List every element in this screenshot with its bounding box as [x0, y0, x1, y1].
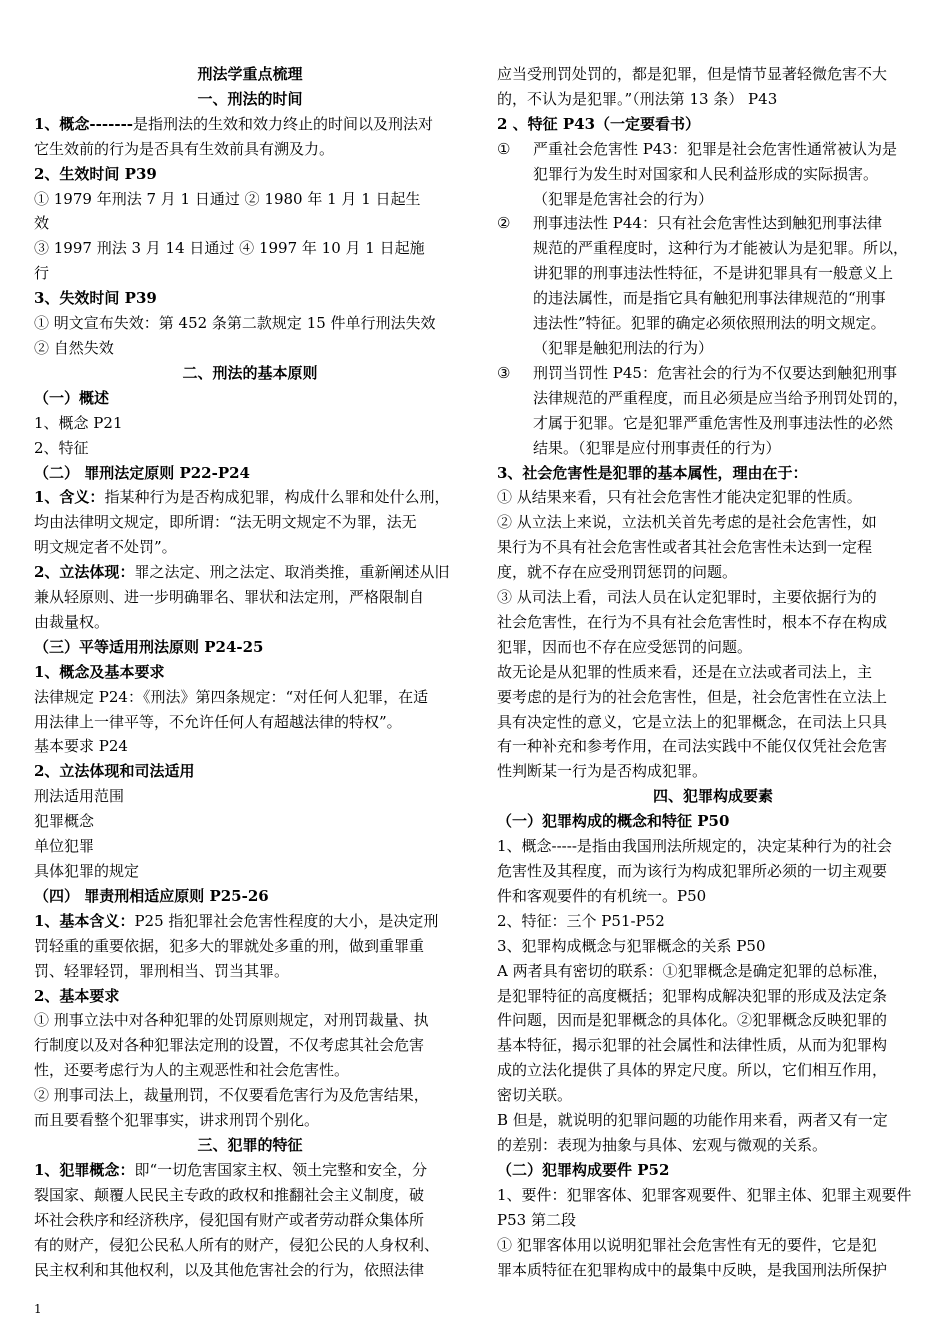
line-text: 成的立法化提供了具体的界定尺度。所以，它们相互作用，	[497, 1061, 888, 1080]
line-text: 坏社会秩序和经济秩序，侵犯国有财产或者劳动群众集体所	[34, 1210, 425, 1229]
text-line	[34, 485, 466, 510]
line-text: 刑事违法性 P44：只有社会危害性达到触犯刑事法律	[533, 214, 882, 233]
line-text: 果行为不具有社会危害性或者其社会危害性未达到一定程	[497, 538, 873, 557]
lead-term: 1、基本含义：	[34, 911, 135, 930]
line-text: 3、犯罪构成概念与犯罪概念的关系 P50	[497, 936, 766, 955]
text-line	[497, 710, 929, 735]
line-text: 而且要看整个犯罪事实，讲求刑罚个别化。	[34, 1111, 320, 1130]
line-text: 罪本质特征在犯罪构成中的最集中反映，是我国刑法所保护	[497, 1260, 888, 1279]
line-text: 刑罚当罚性 P45：危害社会的行为不仅要达到触犯刑事	[533, 363, 897, 382]
line-text: 违法性”特征。犯罪的确定必须依照刑法的明文规定。	[533, 314, 886, 333]
text-line	[34, 137, 466, 162]
text-line	[497, 236, 929, 261]
line-text: 件问题，因而是犯罪概念的具体化。②犯罪概念反映犯罪的	[497, 1011, 888, 1030]
subheading	[34, 286, 466, 311]
subheading	[34, 660, 466, 685]
line-text: （三）平等适用刑法原则 P24-25	[34, 637, 264, 656]
line-text: P25 指犯罪社会危害性程度的大小，是决定刑	[134, 911, 439, 930]
subheading	[34, 461, 466, 486]
line-text: ① 刑事立法中对各种犯罪的处罚原则规定，对刑罚裁量、执	[34, 1011, 429, 1030]
section-heading	[34, 62, 466, 87]
line-text: 一、刑法的时间	[197, 89, 303, 108]
line-text: 兼从轻原则、进一步明确罪名、罪状和法定刑，严格限制自	[34, 588, 425, 607]
text-line	[497, 87, 929, 112]
subheading	[497, 1158, 929, 1183]
right-column	[497, 62, 929, 1282]
subheading	[34, 162, 466, 187]
text-line	[34, 1008, 466, 1033]
text-line	[497, 311, 929, 336]
line-text: 应当受刑罚处罚的，都是犯罪，但是情节显著轻微危害不大	[497, 65, 888, 83]
text-line	[34, 1233, 466, 1258]
subheading	[497, 112, 929, 137]
text-line	[34, 311, 466, 336]
text-line	[34, 436, 466, 461]
line-text: 2 、特征 P43（一定要看书）	[497, 114, 701, 133]
text-line	[497, 62, 929, 87]
text-line	[497, 1108, 929, 1133]
text-line	[497, 909, 929, 934]
text-line	[497, 984, 929, 1009]
line-text: 讲犯罪的刑事违法性特征，不是讲犯罪具有一般意义上	[533, 264, 894, 283]
text-line	[497, 959, 929, 984]
text-line	[34, 211, 466, 236]
line-text: ③ 1997 刑法 3 月 14 日通过 ④ 1997 年 10 月 1 日起施	[34, 239, 425, 258]
text-line	[34, 1033, 466, 1058]
line-text: ② 自然失效	[34, 338, 114, 357]
left-column	[34, 62, 466, 1282]
text-line	[497, 187, 929, 212]
text-line	[497, 834, 929, 859]
text-line	[497, 859, 929, 884]
subheading	[497, 809, 929, 834]
subheading	[34, 386, 466, 411]
text-line	[34, 959, 466, 984]
line-text: 裂国家、颠覆人民民主专政的政权和推翻社会主义制度，破	[34, 1185, 425, 1204]
text-line	[497, 1083, 929, 1108]
text-line	[34, 1058, 466, 1083]
line-text: 单位犯罪	[34, 837, 95, 856]
line-text: 是犯罪特征的高度概括；犯罪构成解决犯罪的形成及法定条	[497, 986, 888, 1005]
text-line	[497, 1058, 929, 1083]
text-line	[497, 386, 929, 411]
line-text: 行制度以及对各种犯罪法定刑的设置，不仅考虑其社会危害	[34, 1036, 425, 1055]
text-line	[497, 1133, 929, 1158]
line-text: 是指刑法的生效和效力终止的时间以及刑法对	[133, 114, 434, 133]
line-text: 刑法学重点梳理	[197, 65, 303, 83]
line-text: ① 从结果来看，只有社会危害性才能决定犯罪的性质。	[497, 488, 862, 507]
line-text: 四、犯罪构成要素	[652, 787, 773, 806]
text-line	[497, 286, 929, 311]
line-text: （四） 罪责刑相适应原则 P25-26	[34, 886, 269, 905]
lead-term: 1、含义：	[34, 488, 105, 507]
text-line	[34, 585, 466, 610]
text-line	[34, 784, 466, 809]
line-text: 具体犯罪的规定	[34, 862, 140, 880]
line-text: 均由法律明文规定，即所谓：“法无明文规定不为罪，法无	[34, 513, 417, 532]
line-text: 故无论是从犯罪的性质来看，还是在立法或者司法上，主	[497, 662, 873, 681]
text-line	[497, 1258, 929, 1283]
line-text: 的违法属性，而是指它具有触犯刑事法律规范的“刑事	[533, 289, 886, 308]
line-text: 指某种行为是否构成犯罪，构成什么罪和处什么刑，	[104, 488, 450, 507]
text-line	[497, 436, 929, 461]
line-text: 3、社会危害性是犯罪的基本属性，理由在于：	[497, 463, 808, 482]
subheading	[34, 759, 466, 784]
line-text: ① 1979 年刑法 7 月 1 日通过 ② 1980 年 1 月 1 日起生	[34, 189, 421, 208]
text-line	[497, 610, 929, 635]
text-line	[34, 1158, 466, 1183]
line-text: （二） 罪刑法定原则 P22-P24	[34, 463, 250, 482]
section-heading	[497, 784, 929, 809]
text-line	[497, 585, 929, 610]
line-text: 才属于犯罪。它是犯罪严重危害性及刑事违法性的必然	[533, 413, 894, 432]
section-heading	[34, 1133, 466, 1158]
line-text: 结果。（犯罪是应付刑事责任的行为）	[533, 438, 781, 457]
text-line	[34, 809, 466, 834]
line-text: 2、生效时间 P39	[34, 164, 157, 183]
line-text: 二、刑法的基本原则	[182, 363, 318, 382]
line-text: 1、概念及基本要求	[34, 662, 165, 681]
text-line	[497, 560, 929, 585]
line-text: 1、概念-----是指由我国刑法所规定的，决定某种行为的社会	[497, 837, 892, 856]
text-line	[497, 884, 929, 909]
text-line	[497, 485, 929, 510]
line-text: 犯罪概念	[34, 812, 95, 831]
line-text: 度，就不存在应受刑罚惩罚的问题。	[497, 563, 738, 582]
text-line	[34, 909, 466, 934]
text-line	[497, 934, 929, 959]
section-heading	[34, 361, 466, 386]
list-marker: ①	[497, 139, 511, 158]
text-line	[497, 1233, 929, 1258]
line-text: 1、要件：犯罪客体、犯罪客观要件、犯罪主体、犯罪主观要件	[497, 1185, 912, 1204]
text-line	[34, 859, 466, 884]
line-text: 性判断某一行为是否构成犯罪。	[497, 762, 708, 781]
text-line	[34, 610, 466, 635]
line-text: 2、特征：三个 P51-P52	[497, 911, 665, 930]
line-text: 罚轻重的重要依据，犯多大的罪就处多重的刑，做到重罪重	[34, 936, 425, 955]
line-text: 危害性及其程度，而为该行为构成犯罪所必须的一切主观要	[497, 862, 888, 880]
line-text: 基本要求 P24	[34, 737, 128, 756]
line-text: ② 从立法上来说，立法机关首先考虑的是社会危害性，如	[497, 513, 877, 532]
line-text: ① 犯罪客体用以说明犯罪社会危害性有无的要件，它是犯	[497, 1235, 877, 1254]
line-text: 密切关联。	[497, 1086, 573, 1105]
line-text: 刑法适用范围	[34, 787, 125, 806]
text-line	[34, 1258, 466, 1283]
line-text: （犯罪是触犯刑法的行为）	[533, 338, 714, 357]
line-text: ③ 从司法上看，司法人员在认定犯罪时，主要依据行为的	[497, 588, 877, 607]
lead-term: 1、犯罪概念：	[34, 1160, 135, 1179]
text-line	[497, 1008, 929, 1033]
text-line	[34, 510, 466, 535]
line-text: （一）概述	[34, 388, 110, 407]
line-text: B 但是，就说明的犯罪问题的功能作用来看，两者又有一定	[497, 1111, 888, 1130]
text-line	[497, 660, 929, 685]
line-text: ② 刑事司法上，裁量刑罚，不仅要看危害行为及危害结果，	[34, 1086, 429, 1105]
line-text: 社会危害性，在行为不具有社会危害性时，根本不存在构成	[497, 612, 888, 631]
line-text: 明文规定者不处罚”。	[34, 538, 177, 557]
line-text: 法律规范的严重程度，而且必须是应当给予刑罚处罚的，	[533, 388, 909, 407]
text-line	[497, 137, 929, 162]
list-marker: ③	[497, 363, 511, 382]
text-line	[34, 236, 466, 261]
text-line	[497, 1208, 929, 1233]
line-text: 基本特征，揭示犯罪的社会属性和法律性质，从而为犯罪构	[497, 1036, 888, 1055]
line-text: 罪之法定、刑之法定、取消类推，重新阐述从旧	[134, 563, 450, 582]
text-line	[497, 734, 929, 759]
lead-term: 2、立法体现：	[34, 563, 135, 582]
line-text: 严重社会危害性 P43：犯罪是社会危害性通常被认为是	[533, 139, 897, 158]
line-text: 1、概念 P21	[34, 413, 123, 432]
subheading	[34, 635, 466, 660]
line-text: 罚、轻罪轻罚，罪刑相当、罚当其罪。	[34, 961, 290, 980]
line-text: 3、失效时间 P39	[34, 289, 157, 308]
line-text: 用法律上一律平等，不允许任何人有超越法律的特权”。	[34, 712, 402, 731]
line-text: 民主权利和其他权利，以及其他危害社会的行为，依照法律	[34, 1260, 425, 1279]
text-line	[34, 1208, 466, 1233]
line-text: 的差别：表现为抽象与具体、宏观与微观的关系。	[497, 1135, 828, 1154]
line-text: （犯罪是危害社会的行为）	[533, 189, 714, 208]
line-text: 的，不认为是犯罪。”（刑法第 13 条） P43	[497, 89, 778, 108]
line-text: 有的财产，侵犯公民私人所有的财产，侵犯公民的人身权利、	[34, 1235, 440, 1254]
line-text: 2、基本要求	[34, 986, 120, 1005]
line-text: 即“一切危害国家主权、领土完整和安全，分	[134, 1160, 428, 1179]
text-line	[497, 1183, 929, 1208]
line-text: 法律规定 P24：《刑法》第四条规定：“对任何人犯罪，在适	[34, 687, 429, 706]
text-line	[34, 685, 466, 710]
text-line	[34, 187, 466, 212]
line-text: 有一种补充和参考作用，在司法实践中不能仅仅凭社会危害	[497, 737, 888, 756]
line-text: 2、特征	[34, 438, 89, 457]
line-text: 具有决定性的意义，它是立法上的犯罪概念，在司法上只具	[497, 712, 888, 731]
text-line	[34, 1083, 466, 1108]
text-line	[497, 635, 929, 660]
text-line	[497, 361, 929, 386]
line-text: 2、立法体现和司法适用	[34, 762, 195, 781]
line-text: 件和客观要件的有机统一。P50	[497, 886, 707, 905]
text-line	[497, 211, 929, 236]
line-text: 要考虑的是行为的社会危害性，但是，社会危害性在立法上	[497, 687, 888, 706]
line-text: 性，还要考虑行为人的主观恶性和社会危害性。	[34, 1061, 350, 1080]
subheading	[497, 461, 929, 486]
text-line	[497, 685, 929, 710]
line-text: 犯罪行为发生时对国家和人民利益形成的实际损害。	[533, 164, 879, 183]
text-line	[34, 710, 466, 735]
text-line	[497, 411, 929, 436]
text-line	[497, 336, 929, 361]
text-line	[34, 560, 466, 585]
line-text: （二）犯罪构成要件 P52	[497, 1160, 670, 1179]
line-text: 三、犯罪的特征	[197, 1135, 303, 1154]
section-heading	[34, 87, 466, 112]
list-marker: ②	[497, 214, 511, 233]
text-line	[34, 535, 466, 560]
subheading	[34, 884, 466, 909]
text-line	[497, 759, 929, 784]
line-text: P53 第二段	[497, 1210, 576, 1229]
text-line	[34, 112, 466, 137]
text-line	[497, 162, 929, 187]
line-text: 它生效前的行为是否具有生效前具有溯及力。	[34, 139, 335, 158]
line-text: 由裁量权。	[34, 612, 110, 631]
page-number: 1	[34, 1302, 42, 1316]
line-text: （一）犯罪构成的概念和特征 P50	[497, 812, 730, 831]
text-line	[497, 510, 929, 535]
text-line	[34, 934, 466, 959]
text-line	[34, 734, 466, 759]
text-line	[497, 261, 929, 286]
subheading	[34, 984, 466, 1009]
text-line	[34, 411, 466, 436]
text-line	[497, 535, 929, 560]
lead-term: 1、概念-------	[34, 114, 134, 133]
text-line	[34, 261, 466, 286]
text-line	[34, 834, 466, 859]
text-line	[34, 1183, 466, 1208]
line-text: 犯罪，因而也不存在应受惩罚的问题。	[497, 637, 753, 656]
line-text: ① 明文宣布失效：第 452 条第二款规定 15 件单行刑法失效	[34, 314, 436, 333]
text-line	[497, 1033, 929, 1058]
text-line	[34, 1108, 466, 1133]
line-text: 行	[34, 264, 50, 283]
line-text: A 两者具有密切的联系：①犯罪概念是确定犯罪的总标准，	[497, 961, 888, 980]
line-text: 规范的严重程度时，这种行为才能被认为是犯罪。所以，	[533, 239, 909, 258]
line-text: 效	[34, 214, 50, 233]
text-line	[34, 336, 466, 361]
